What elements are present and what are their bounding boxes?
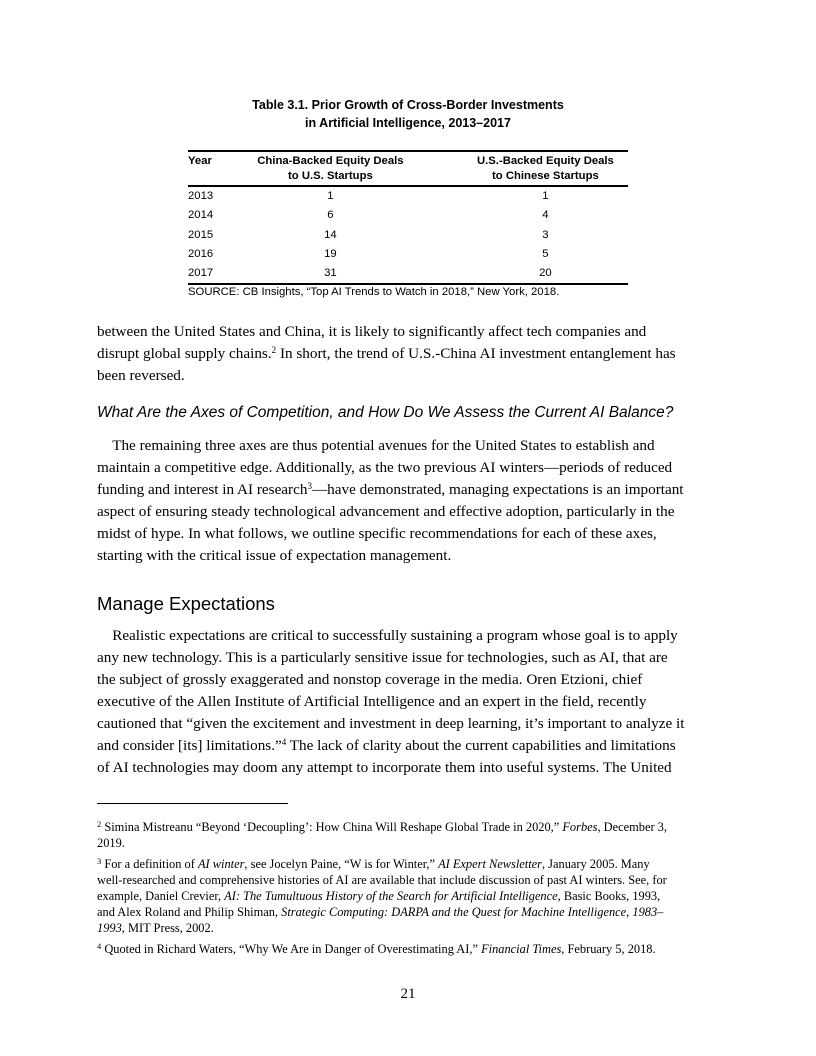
text-line [97,941,722,957]
text-segment: The lack of clarity about the current capabilities and limitations [286,737,676,754]
text-line [97,757,722,779]
text-segment: Strategic Computing: DARPA and the Quest for Machine Intelligence, 1983– [281,905,664,919]
text-segment: been reversed. [97,367,185,384]
text-line [97,856,722,872]
table-row [188,245,628,264]
text-segment: , Basic Books, 1993, [557,889,661,903]
cell-china-backed: 14 [324,228,337,241]
text-segment: Financial Times [481,942,562,956]
text-line [97,625,722,647]
text-segment: AI winter [197,857,245,871]
text-segment: Realistic expectations are critical to successfully sustaining a program whose goal is to apply [97,627,678,644]
text-line [97,713,722,735]
text-segment: and Alex Roland and Philip Shiman, [97,905,282,919]
table-row [188,206,628,225]
section-heading: What Are the Axes of Competition, and How Do We Assess the Current AI Balance? [97,404,674,421]
text-segment: , December 3, [597,820,667,834]
col-header-china-backed: China-Backed Equity Deals to U.S. Startups [238,151,463,186]
footnote-ref: 2 [97,819,102,829]
cell-us-backed: 20 [463,264,628,284]
section-heading-manage-expectations: Manage Expectations [97,593,275,614]
footnote-ref: 4 [281,737,287,747]
cell-year: 2017 [188,264,238,284]
cell-china-backed: 6 [327,209,334,222]
paragraph [97,435,722,567]
cell-year: 2016 [188,247,214,260]
text-segment: , February 5, 2018. [561,942,656,956]
text-segment: Simina Mistreanu “Beyond ‘Decoupling’: How China Will Reshape Global Trade in 2020,” [101,820,563,834]
table-title-line: in Artificial Intelligence, 2013–2017 [305,116,511,130]
table-title-line: Table 3.1. Prior Growth of Cross-Border Investments [252,98,564,112]
cell-china-backed: 19 [324,247,337,260]
cell-us-backed: 1 [542,190,549,202]
text-line [97,523,722,545]
text-segment: well-researched and comprehensive histories of AI are available that include discussion of past AI winters. See, for [97,873,667,887]
footnote-ref: 3 [307,481,312,491]
text-line [97,735,722,757]
cell-year: 2015 [188,228,214,241]
text-line [97,691,722,713]
text-segment: midst of hype. In what follows, we outline specific recommendations for each of these axes, [97,525,657,542]
text-segment: maintain a competitive edge. Additionally, as the two previous AI winters—periods of reduced [97,459,673,476]
text-segment: executive of the Allen Institute of Artificial Intelligence and an expert in the field, recently [97,693,647,710]
footnote-ref: 4 [97,941,102,951]
text-segment: the subject of grossly exaggerated and nonstop coverage in the media. Oren Etzioni, chief [97,671,643,688]
page-number: 21 [400,986,416,1002]
text-segment: —have demonstrated, managing expectations is an important [311,481,684,498]
text-line [97,872,722,888]
text-segment: disrupt global supply chains. [97,345,272,362]
cell-year: 2014 [188,209,214,222]
footnote-divider [97,803,288,804]
text-segment: between the United States and China, it is likely to significantly affect tech companies and [97,323,647,340]
text-segment: Quoted in Richard Waters, “Why We Are in Danger of Overestimating AI,” [101,942,482,956]
cell-china-backed: 31 [238,264,463,284]
text-line [97,343,722,365]
col-header-year: Year [188,151,238,186]
cell-us-backed: 4 [542,209,549,222]
text-line [97,501,722,523]
table-title [188,96,628,132]
text-line [97,435,722,457]
table-row [188,264,628,284]
table-source: SOURCE: CB Insights, “Top AI Trends to Watch in 2018,” New York, 2018. [188,286,560,298]
footnote-ref: 3 [97,856,102,866]
footnote [97,819,722,851]
table-row [188,186,628,206]
text-line [97,669,722,691]
text-line [97,321,722,343]
text-segment: The remaining three axes are thus potential avenues for the United States to establish and [97,437,655,454]
paragraph [97,625,722,779]
text-line [97,819,722,835]
text-segment: starting with the critical issue of expectation management. [97,547,452,564]
text-segment: cautioned that “given the excitement and investment in deep learning, it’s important to analyze it [97,715,685,732]
paragraph [97,321,722,387]
cell-year: 2013 [188,190,214,202]
cell-us-backed: 5 [542,247,549,260]
text-segment: Forbes [562,820,598,834]
text-line [97,920,722,936]
text-segment: In short, the trend of U.S.-China AI investment entanglement has [276,345,676,362]
table-row [188,226,628,245]
text-line [97,904,722,920]
text-segment: , MIT Press, 2002. [121,921,214,935]
cell-china-backed: 1 [327,190,334,202]
text-segment: funding and interest in AI research [97,481,308,498]
cell-us-backed: 3 [542,228,549,241]
text-segment: 1993 [97,921,122,935]
investment-table [188,150,628,285]
text-segment: AI Expert Newsletter [438,857,542,871]
text-segment: AI: The Tumultuous History of the Search for Artificial Intelligence [224,889,558,903]
footnote [97,856,722,936]
text-segment: 2019. [97,836,125,850]
text-line [97,647,722,669]
text-segment: example, Daniel Crevier, [97,889,225,903]
text-segment: any new technology. This is a particularly sensitive issue for technologies, such as AI, that are [97,649,668,666]
col-header-us-backed: U.S.-Backed Equity Deals to Chinese Startups [463,151,628,186]
text-line [97,365,722,387]
text-segment: of AI technologies may doom any attempt to incorporate them into useful systems. The United [97,759,672,776]
footnote [97,941,722,957]
text-line [97,479,722,501]
text-segment: , see Jocelyn Paine, “W is for Winter,” [244,857,439,871]
text-line [97,888,722,904]
text-segment: , January 2005. Many [541,857,650,871]
footnote-ref: 2 [271,345,277,355]
text-line [97,457,722,479]
text-segment: and consider [its] limitations.” [97,737,282,754]
text-segment: aspect of ensuring steady technological advancement and effective adoption, particularly in the [97,503,675,520]
text-line [97,545,722,567]
text-segment: For a definition of [101,857,198,871]
text-line [97,835,722,851]
